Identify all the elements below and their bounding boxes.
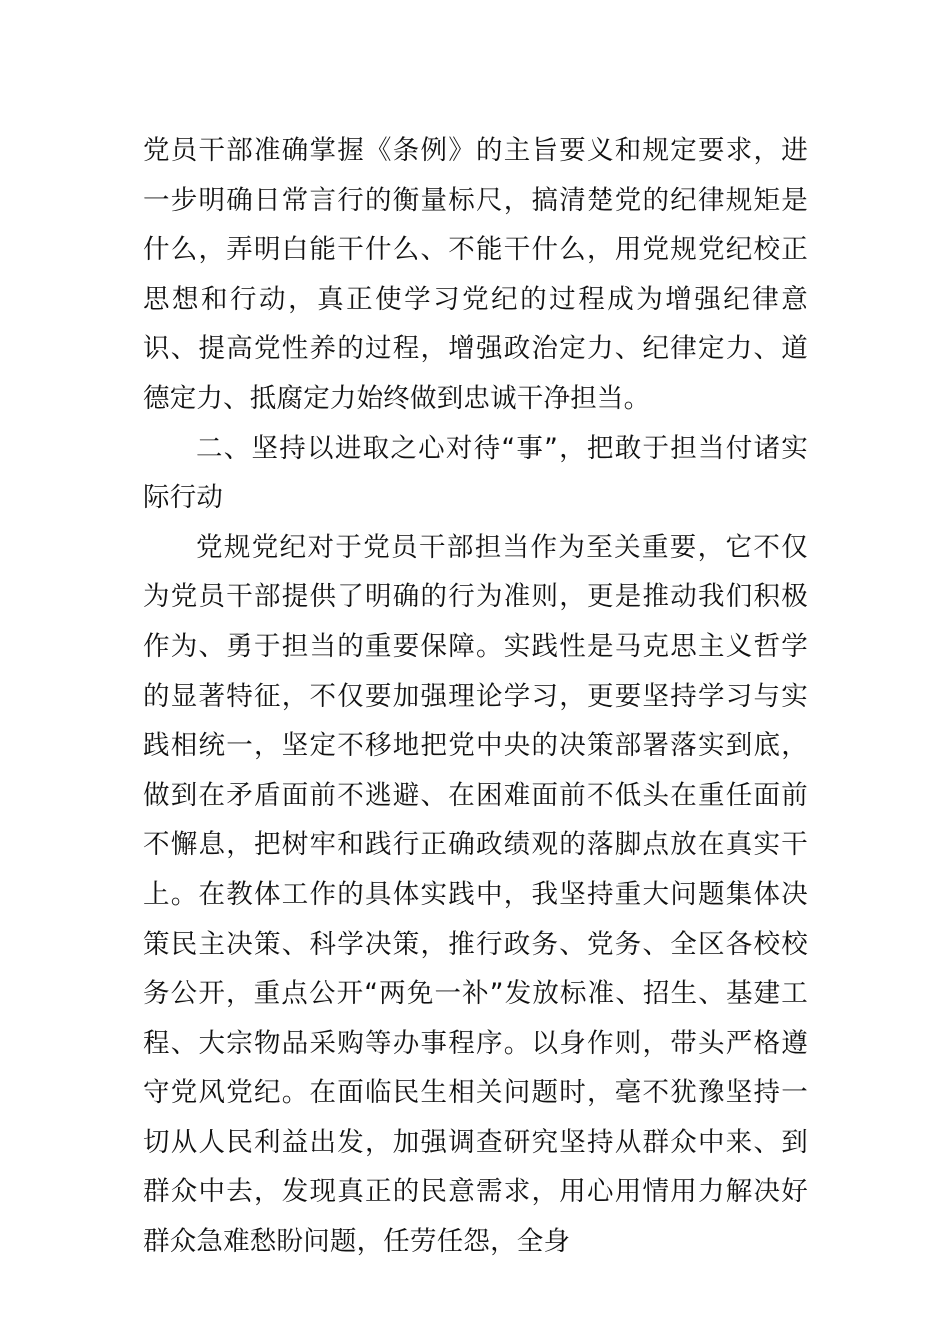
paragraph-continuation: 党员干部准确掌握《条例》的主旨要义和规定要求，进一步明确日常言行的衡量标尺，搞清楚党的纪律规矩是什么，弄明白能干什么、不能干什么，用党规党纪校正思想和行动，真正使学习党纪的过程成为增强纪律意识、提高党性养的过程，增强政治定力、纪律定力、道德定力、抵腐定力始终做到忠诚干净担当。 [143,135,808,414]
section-heading: 二、坚持以进取之心对待“事”，把敢于担当付诸实际行动 [143,432,808,514]
paragraph-body: 党规党纪对于党员干部担当作为至关重要，它不仅为党员干部提供了明确的行为准则，更是推动我们积极作为、勇于担当的重要保障。实践性是马克思主义哲学的显著特征，不仅要加强理论学习，更要坚持学习与实践相统一，坚定不移地把党中央的决策部署落实到底，做到在矛盾面前不逃避、在困难面前不低头在重任面前不懈息，把树牢和践行正确政绩观的落脚点放在真实干上。在教体工作的具体实践中，我坚持重大问题集体决策民主决策、科学决策，推行政务、党务、全区各校校务公开，重点公开“两免一补”发放标准、招生、基建工程、大宗物品采购等办事程序。以身作则，带头严格遵守党风党纪。在面临民生相关问题时，毫不犹豫坚持一切从人民利益出发，加强调查研究坚持从群众中来、到群众中去，发现真正的民意需求，用心用情用力解决好群众急难愁盼问题，任劳任怨，全身 [143,531,808,1258]
document-body [143,126,808,1267]
